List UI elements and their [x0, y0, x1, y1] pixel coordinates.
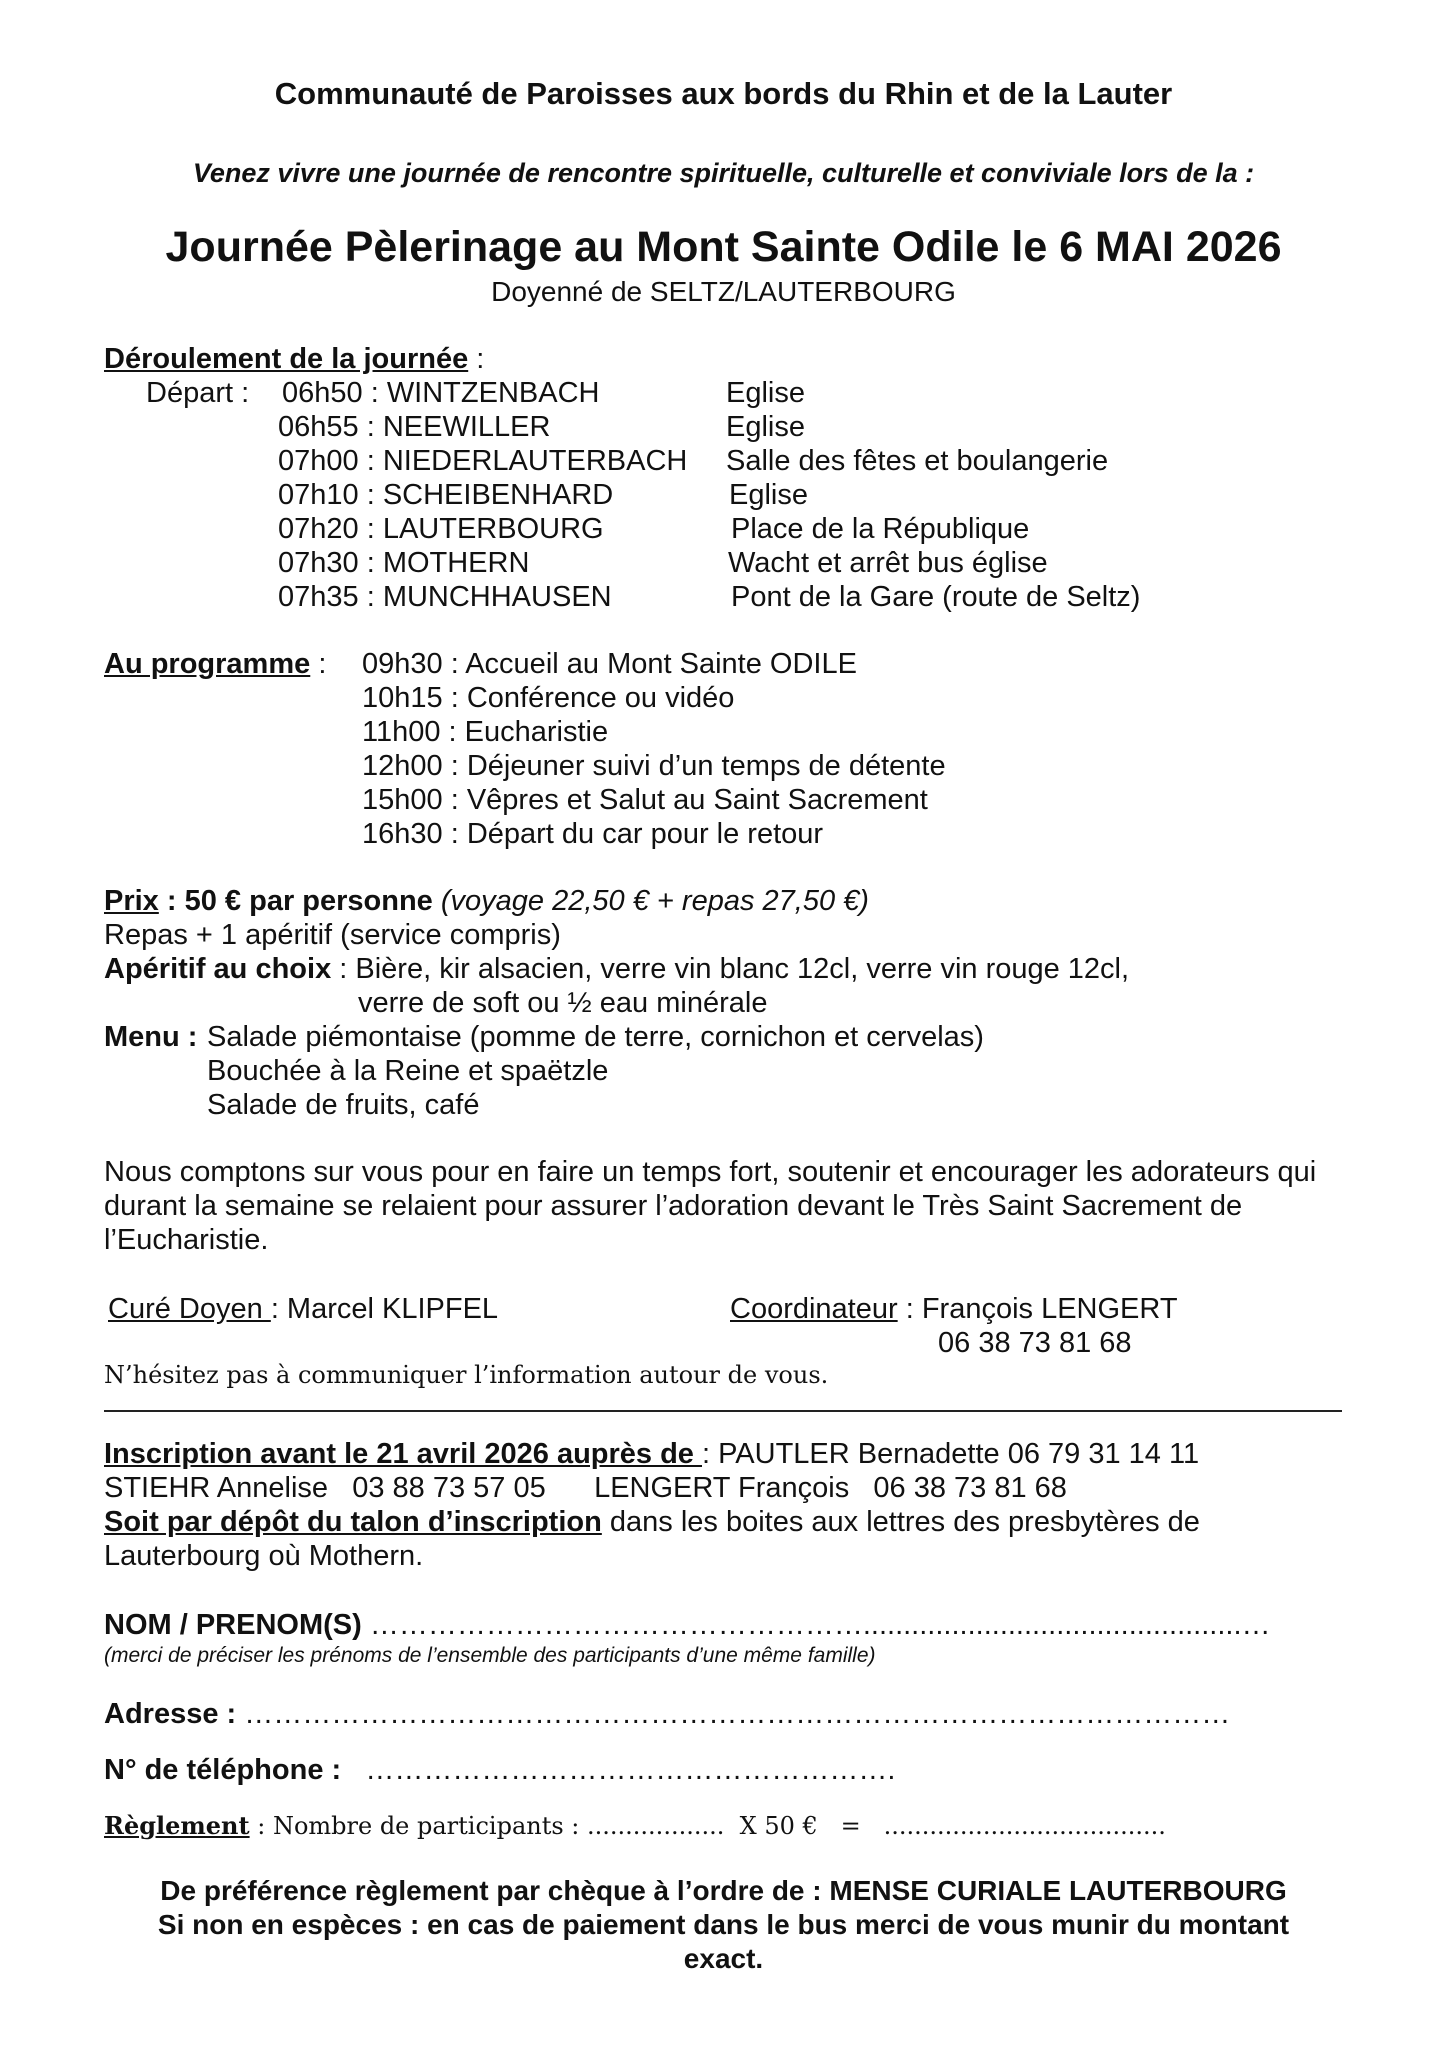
aperitif-options: : Bière, kir alsacien, verre vin blanc 12cl, verre vin rouge 12cl, — [331, 953, 1130, 985]
deroulement-heading — [104, 345, 484, 374]
programme-heading-label: Au programme — [104, 648, 311, 680]
departure-place: Eglise — [729, 479, 808, 511]
price-detail: (voyage 22,50 € + repas 27,50 €) — [440, 885, 869, 917]
share-note: N’hésitez pas à communiquer l’information autour de vous. — [104, 1361, 829, 1389]
menu-label: Menu : — [104, 1021, 198, 1053]
coordinateur-label: Coordinateur — [730, 1293, 898, 1325]
departure-place: Pont de la Gare (route de Seltz) — [731, 581, 1141, 613]
coordinateur-phone: 06 38 73 81 68 — [938, 1327, 1132, 1359]
page-subtitle: Doyenné de SELTZ/LAUTERBOURG — [491, 276, 956, 307]
departure-time: 07h20 : LAUTERBOURG — [278, 513, 604, 545]
depart-label: Départ : — [146, 377, 250, 409]
departure-time: 07h30 : MOTHERN — [278, 547, 530, 579]
reglement-text: : Nombre de participants : .................. X 50 € = ..................................... — [249, 1812, 1166, 1840]
depot-line — [104, 1508, 1200, 1537]
departure-place: Salle des fêtes et boulangerie — [726, 445, 1109, 477]
inscription-heading: Inscription avant le 21 avril 2026 auprès de — [104, 1438, 702, 1470]
inscription-line — [104, 1440, 1199, 1469]
payment-cash-note: Si non en espèces : en cas de paiement dans le bus merci de vous munir du montant — [157, 1909, 1290, 1940]
coordinateur — [730, 1295, 1178, 1324]
deroulement-heading-label: Déroulement de la journée — [104, 343, 469, 375]
meal-included: Repas + 1 apéritif (service compris) — [104, 919, 561, 951]
cure-label: Curé Doyen — [108, 1293, 271, 1325]
programme-item: 09h30 : Accueil au Mont Sainte ODILE — [362, 648, 857, 680]
menu-item: Bouchée à la Reine et spaëtzle — [207, 1055, 609, 1087]
aperitif-line — [104, 955, 1129, 984]
adresse-label: Adresse : — [104, 1698, 237, 1730]
message-line: l’Eucharistie. — [104, 1224, 269, 1256]
programme-item: 15h00 : Vêpres et Salut au Saint Sacrement — [362, 784, 928, 816]
telephone-label: N° de téléphone : — [104, 1754, 342, 1786]
price-value: : 50 € par personne — [158, 885, 433, 917]
nom-hint: (merci de préciser les prénoms de l’ensemble des participants d’une même famille) — [104, 1644, 876, 1667]
programme-heading — [104, 650, 326, 679]
price-label: Prix — [104, 885, 159, 917]
departure-place: Eglise — [726, 411, 805, 443]
departure-time: 07h00 : NIEDERLAUTERBACH — [278, 445, 688, 477]
programme-item: 10h15 : Conférence ou vidéo — [362, 682, 735, 714]
depot-line-2: Lauterbourg où Mothern. — [104, 1540, 424, 1572]
payment-cash-note-2: exact. — [683, 1943, 764, 1974]
departure-time: 07h35 : MUNCHHAUSEN — [278, 581, 612, 613]
reglement-label: Règlement — [104, 1811, 250, 1840]
nom-dotted-line: ……………………………………………...............................................… — [369, 1609, 1271, 1641]
organization-name: Communauté de Paroisses aux bords du Rhin et de la Lauter — [274, 76, 1173, 111]
inscription-contacts: STIEHR Annelise 03 88 73 57 05 LENGERT François 06 38 73 81 68 — [104, 1472, 1067, 1504]
departure-time: 07h10 : SCHEIBENHARD — [278, 479, 614, 511]
departure-place: Place de la République — [731, 513, 1030, 545]
cure-name: : Marcel KLIPFEL — [270, 1293, 499, 1325]
nom-label: NOM / PRENOM(S) — [104, 1609, 362, 1641]
page-title: Journée Pèlerinage au Mont Sainte Odile le 6 MAI 2026 — [165, 223, 1282, 271]
aperitif-options-cont: verre de soft ou ½ eau minérale — [358, 987, 768, 1019]
programme-item: 12h00 : Déjeuner suivi d’un temps de détente — [362, 750, 946, 782]
nom-field[interactable] — [104, 1611, 1271, 1640]
programme-item: 11h00 : Eucharistie — [362, 716, 609, 748]
departure-place: Wacht et arrêt bus église — [728, 547, 1048, 579]
deroulement-heading-colon: : — [468, 343, 485, 375]
departure-place: Eglise — [726, 377, 805, 409]
depot-text: dans les boites aux lettres des presbytères de — [601, 1506, 1200, 1538]
programme-item: 16h30 : Départ du car pour le retour — [362, 818, 824, 850]
depot-label: Soit par dépôt du talon d’inscription — [104, 1506, 602, 1538]
telephone-dotted-line: ………………………………………………. — [365, 1754, 896, 1786]
message-line: Nous comptons sur vous pour en faire un temps fort, soutenir et encourager les adorateurs qui — [104, 1156, 1317, 1188]
menu-item: Salade de fruits, café — [207, 1089, 480, 1121]
inscription-contact: : PAUTLER Bernadette 06 79 31 14 11 — [702, 1438, 1200, 1470]
coordinateur-name: : François LENGERT — [897, 1293, 1178, 1325]
invitation-line: Venez vivre une journée de rencontre spirituelle, culturelle et conviviale lors de la : — [192, 158, 1255, 188]
aperitif-label: Apéritif au choix — [104, 953, 332, 985]
departure-time: 06h50 : WINTZENBACH — [282, 377, 600, 409]
departure-time: 06h55 : NEEWILLER — [278, 411, 551, 443]
price-line — [104, 887, 869, 916]
reglement-field[interactable] — [104, 1811, 1166, 1840]
telephone-field[interactable] — [104, 1756, 895, 1785]
programme-heading-colon: : — [310, 648, 327, 680]
adresse-dotted-line: ………………………………………………………………………………………… — [244, 1698, 1231, 1730]
message-line: durant la semaine se relaient pour assurer l’adoration devant le Très Saint Sacrement de — [104, 1190, 1243, 1222]
cure-doyen — [108, 1295, 498, 1324]
adresse-field[interactable] — [104, 1700, 1230, 1729]
payment-preference: De préférence règlement par chèque à l’ordre de : MENSE CURIALE LAUTERBOURG — [160, 1875, 1287, 1906]
menu-item: Salade piémontaise (pomme de terre, cornichon et cervelas) — [207, 1021, 984, 1053]
section-divider — [104, 1410, 1342, 1412]
